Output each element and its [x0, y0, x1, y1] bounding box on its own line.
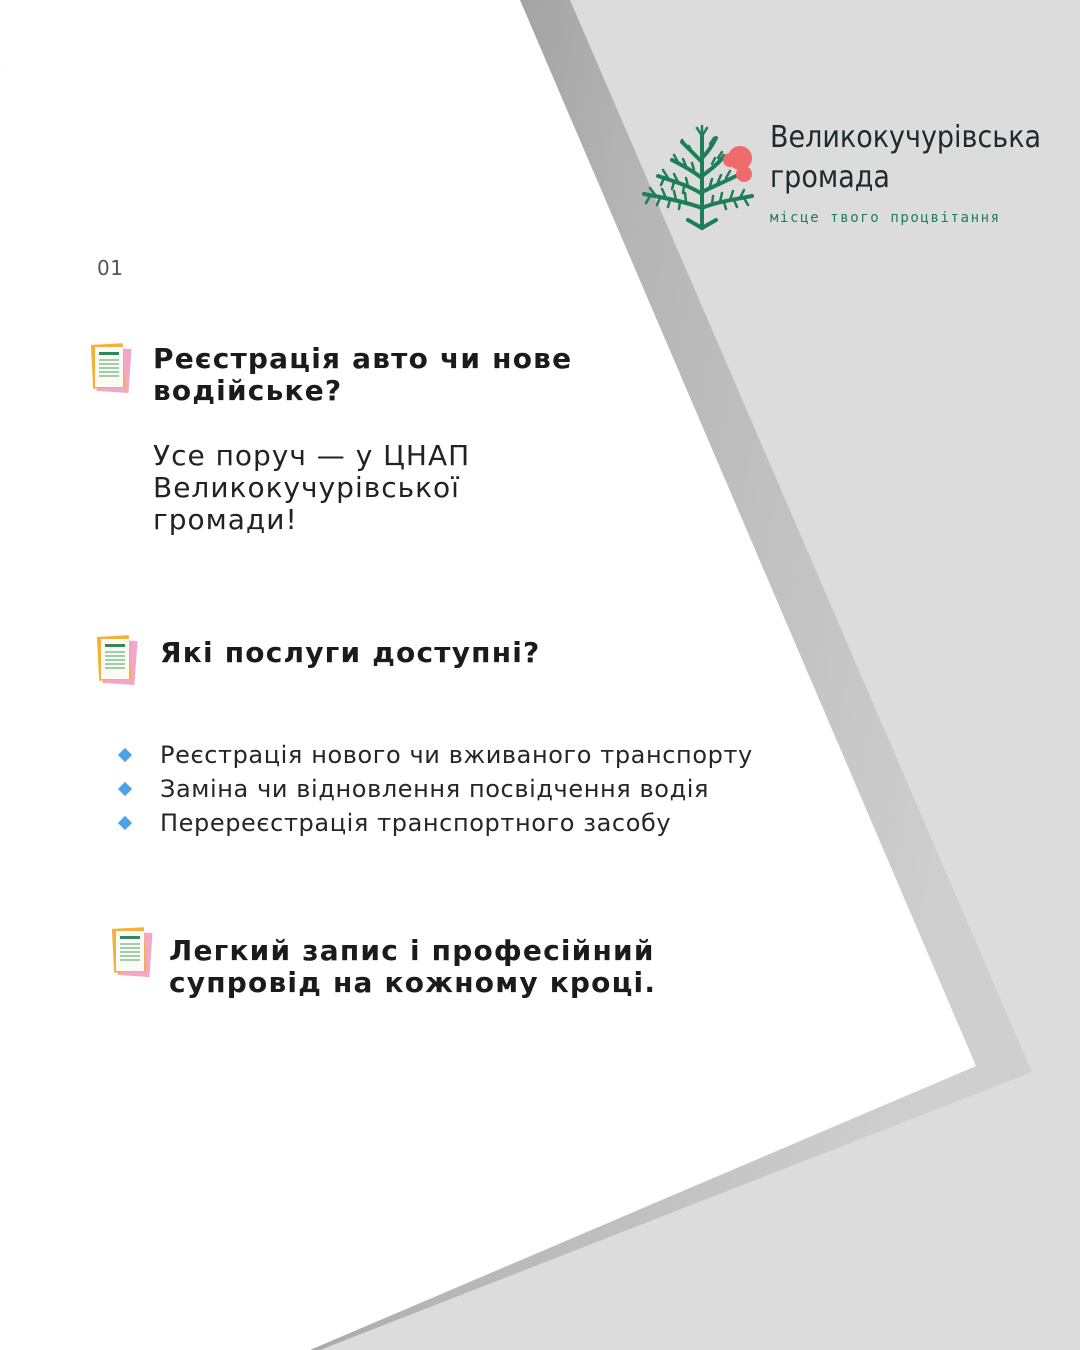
tree-icon [636, 116, 766, 234]
services-list [118, 738, 753, 840]
diamond-bullet-icon [118, 748, 132, 762]
service-label: Реєстрація нового чи вживаного транспорту [160, 741, 753, 769]
brand-name-line1: Великокучурівська [770, 120, 1042, 155]
block1-title-line1: Реєстрація авто чи нове [153, 342, 573, 375]
diamond-bullet-icon [118, 816, 132, 830]
block2-title: Які послуги доступні? [160, 636, 541, 669]
block1-title [153, 343, 572, 407]
brand-name-line2: громада [770, 160, 890, 195]
document-icon [94, 634, 140, 688]
brand-logo [636, 116, 1056, 236]
document-icon [88, 342, 134, 396]
block1-text-line1: Усе поруч — у ЦНАП [153, 439, 471, 472]
document-icon [109, 926, 155, 980]
block3-title-line2: супровід на кожному кроці. [169, 966, 657, 999]
list-item [118, 806, 753, 840]
block1-title-line2: водійське? [153, 374, 343, 407]
service-label: Заміна чи відновлення посвідчення водія [160, 775, 710, 803]
page-number: 01 [97, 256, 124, 280]
diamond-bullet-icon [118, 782, 132, 796]
list-item [118, 738, 753, 772]
list-item [118, 772, 753, 806]
block1-text-line2: Великокучурівської [153, 471, 460, 504]
block3-title-line1: Легкий запис і професійний [169, 934, 655, 967]
block1-text [153, 440, 573, 536]
service-label: Перереєстрація транспортного засобу [160, 809, 672, 837]
brand-slogan: місце твого процвітання [770, 210, 1001, 226]
block3-title [169, 935, 656, 999]
brand-name [770, 118, 1041, 198]
block1-text-line3: громади! [153, 503, 298, 536]
